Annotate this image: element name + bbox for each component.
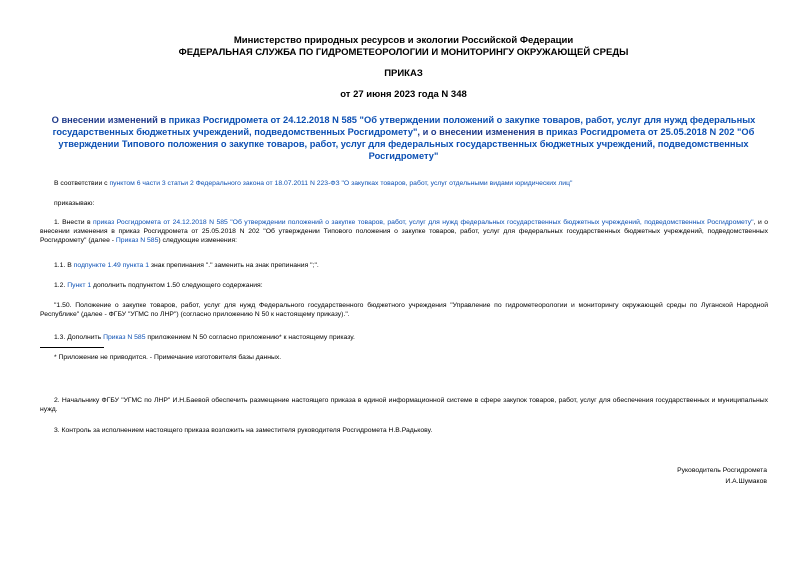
order-label: ПРИКАЗ — [384, 68, 423, 79]
footnote-text: * Приложение не приводится. - Примечание изготовителя базы данных. — [54, 354, 282, 361]
order-date: от 27 июня 2023 года N 348 — [340, 89, 467, 100]
p11-prefix: 1.1. В — [54, 262, 74, 269]
title-link-order-585[interactable]: приказ Росгидромета от 24.12.2018 N 585 "Об утверждении положений о закупке товаров, работ, услуг для нужд федеральных государственных бюджетных учреждений, подведомственных Росгидромету" — [52, 115, 756, 137]
service-name: ФЕДЕРАЛЬНАЯ СЛУЖБА ПО ГИДРОМЕТЕОРОЛОГИИ И МОНИТОРИНГУ ОКРУЖАЮЩЕЙ СРЕДЫ — [178, 47, 629, 58]
ministry-name: Министерство природных ресурсов и экологии Российской Федерации — [233, 35, 574, 46]
signature-block — [677, 465, 767, 487]
basis-law-link[interactable]: пунктом 6 части 3 статьи 2 Федерального закона от 18.07.2011 N 223-ФЗ "О закупках товаров, работ, услуг отдельными видами юридических лиц" — [109, 180, 573, 187]
signature-name: И.А.Шумаков — [725, 478, 767, 485]
footnote — [40, 353, 768, 362]
signature-position: Руководитель Росгидромета — [677, 467, 767, 474]
p150-text: "1.50. Положение о закупке товаров, работ, услуг для нужд Федерального государственного бюджетного учреждения "Управление по гидрометеорологии и мониторингу окружающей среды по Луганской Народной Республике" (далее - ФГБУ "УГМС по ЛНР") (согласно приложению N 50 к настоящему приказу).". — [40, 302, 768, 318]
p13-prefix: 1.3. Дополнить — [54, 334, 104, 341]
p1-link-order-585[interactable]: приказ Росгидромета от 24.12.2018 N 585 "Об утверждении положений о закупке товаров, работ, услуг для нужд федеральных государственных бюджетных учреждений, подведомственных Росгидромету" — [93, 219, 754, 226]
paragraph-1 — [40, 218, 768, 245]
paragraph-1-2 — [40, 281, 768, 290]
p13-link[interactable]: Приказ N 585 — [103, 334, 146, 341]
p13-suffix: приложением N 50 согласно приложению* к настоящему приказу. — [145, 334, 355, 341]
p1-middle: , и о внесении изменения в приказ Росгидромета от 25.05.2018 N 202 "Об утверждении Типового положения о закупке товаров, работ, услуг для федеральных государственных бюджетных учреждений, подведомственных Росгидромету" (далее - — [40, 219, 768, 244]
p11-suffix: знак препинания "." заменить на знак препинания ";". — [149, 262, 319, 269]
title-middle: , и о внесении изменения в — [417, 127, 547, 137]
p2-text: 2. Начальнику ФГБУ "УГМС по ЛНР" И.Н.Баевой обеспечить размещение настоящего приказа в единой информационной системе в сфере закупок товаров, работ, услуг для обеспечения государственных и муниципальных нужд. — [40, 397, 768, 413]
document-title — [30, 114, 777, 162]
order-paragraph — [40, 199, 768, 208]
paragraph-2 — [40, 396, 768, 414]
footnote-separator — [40, 347, 104, 348]
paragraph-3 — [40, 426, 768, 435]
paragraph-1-1 — [40, 261, 768, 270]
p11-link[interactable]: подпункте 1.49 пункта 1 — [73, 262, 150, 269]
basis-prefix: В соответствии с — [54, 180, 110, 187]
p1-suffix: ) следующие изменения: — [158, 237, 238, 244]
p12-link[interactable]: Пункт 1 — [67, 282, 92, 289]
order-word: приказываю: — [54, 200, 95, 207]
basis-paragraph — [40, 179, 768, 188]
title-prefix: О внесении изменений в — [51, 115, 169, 125]
p12-prefix: 1.2. — [54, 282, 68, 289]
paragraph-1-3 — [40, 333, 768, 342]
p1-prefix: 1. Внести в — [54, 219, 94, 226]
p1-link-order-585-short[interactable]: Приказ N 585 — [115, 237, 159, 244]
paragraph-1-50 — [40, 301, 768, 319]
p3-text: 3. Контроль за исполнением настоящего приказа возложить на заместителя руководителя Росгидромета Н.В.Радькову. — [54, 427, 433, 434]
p12-suffix: дополнить подпунктом 1.50 следующего содержания: — [91, 282, 263, 289]
title-link-order-202[interactable]: приказ Росгидромета от 25.05.2018 N 202 "Об утверждении Типового положения о закупке товаров, работ, услуг для федеральных государственных бюджетных учреждений, подведомственных Росгидромету" — [58, 127, 755, 161]
